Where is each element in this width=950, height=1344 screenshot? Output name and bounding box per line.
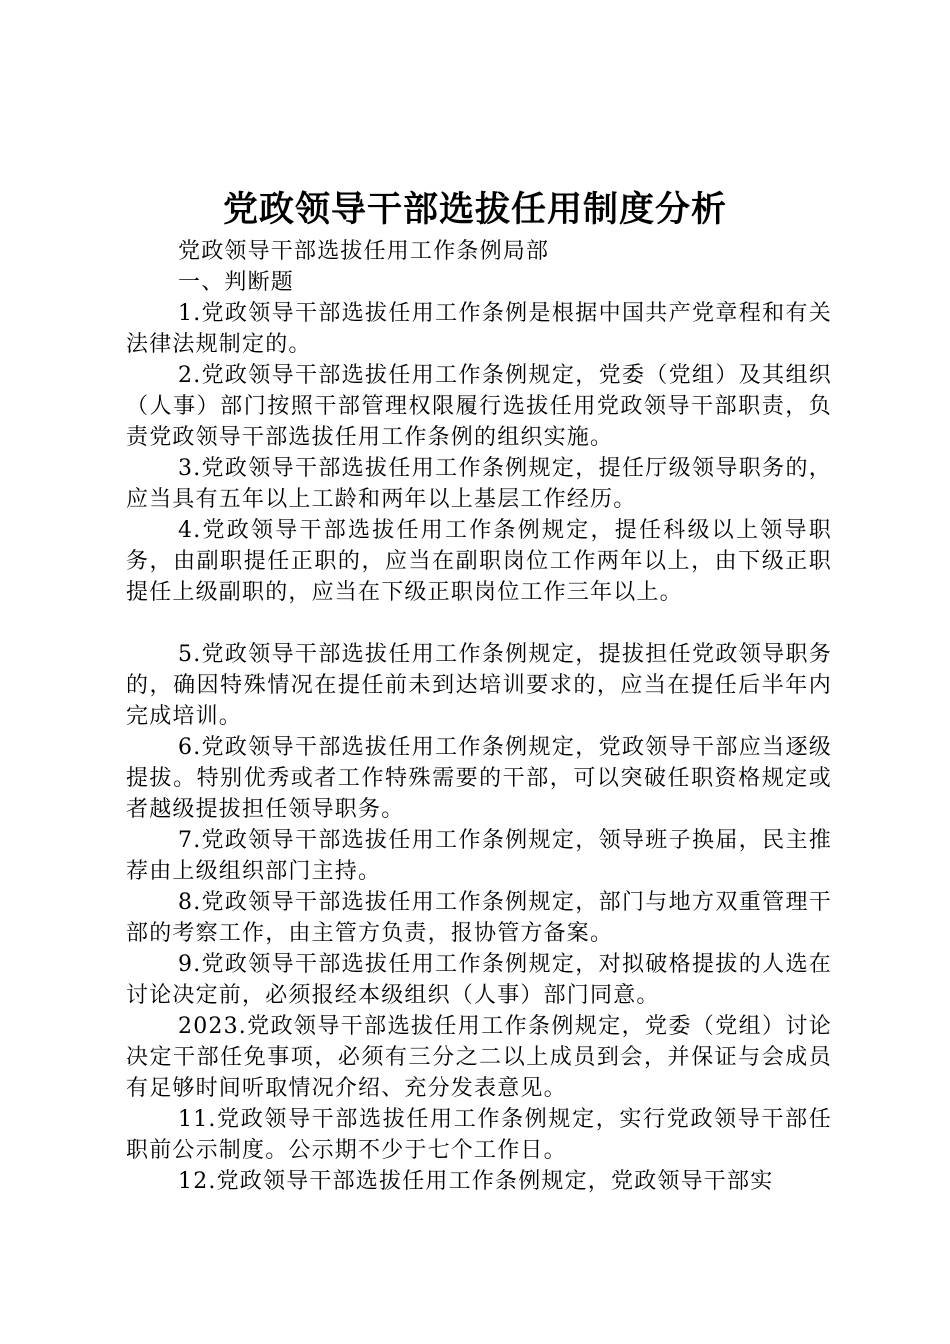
question-item-4: 4.党政领导干部选拔任用工作条例规定，提任科级以上领导职务，由副职提任正职的，应当在副职岗位工作两年以上，由下级正职提任上级副职的，应当在下级正职岗位工作三年以上。 [126, 518, 832, 605]
question-item-5: 5.党政领导干部选拔任用工作条例规定，提拔担任党政领导职务的，确因特殊情况在提任前未到达培训要求的，应当在提任后半年内完成培训。 [126, 642, 832, 729]
question-item-2: 2.党政领导干部选拔任用工作条例规定，党委（党组）及其组织（人事）部门按照干部管理权限履行选拔任用党政领导干部职责，负责党政领导干部选拔任用工作条例的组织实施。 [126, 363, 832, 450]
subtitle: 党政领导干部选拔任用工作条例局部 [178, 239, 550, 264]
section-heading: 一、判断题 [178, 270, 295, 295]
question-item-9: 9.党政领导干部选拔任用工作条例规定，对拟破格提拔的人选在讨论决定前，必须报经本级组织（人事）部门同意。 [126, 952, 832, 1008]
question-item-8: 8.党政领导干部选拔任用工作条例规定，部门与地方双重管理干部的考察工作，由主管方负责，报协管方备案。 [126, 890, 832, 946]
question-item-11: 11.党政领导干部选拔任用工作条例规定，实行党政领导干部任职前公示制度。公示期不少于七个工作日。 [126, 1107, 832, 1163]
document-body [126, 236, 832, 1197]
question-item-1: 1.党政领导干部选拔任用工作条例是根据中国共产党章程和有关法律法规制定的。 [126, 301, 832, 357]
question-item-10: 2023.党政领导干部选拔任用工作条例规定，党委（党组）讨论决定干部任免事项，必须有三分之二以上成员到会，并保证与会成员有足够时间听取情况介绍、充分发表意见。 [126, 1014, 832, 1101]
question-item-3: 3.党政领导干部选拔任用工作条例规定，提任厅级领导职务的，应当具有五年以上工龄和两年以上基层工作经历。 [126, 456, 832, 512]
question-item-7: 7.党政领导干部选拔任用工作条例规定，领导班子换届，民主推荐由上级组织部门主持。 [126, 828, 832, 884]
document-title: 党政领导干部选拔任用制度分析 [222, 189, 727, 230]
question-item-6: 6.党政领导干部选拔任用工作条例规定，党政领导干部应当逐级提拔。特别优秀或者工作特殊需要的干部，可以突破任职资格规定或者越级提拔担任领导职务。 [126, 735, 832, 822]
question-item-12: 12.党政领导干部选拔任用工作条例规定，党政领导干部实 [178, 1169, 774, 1194]
